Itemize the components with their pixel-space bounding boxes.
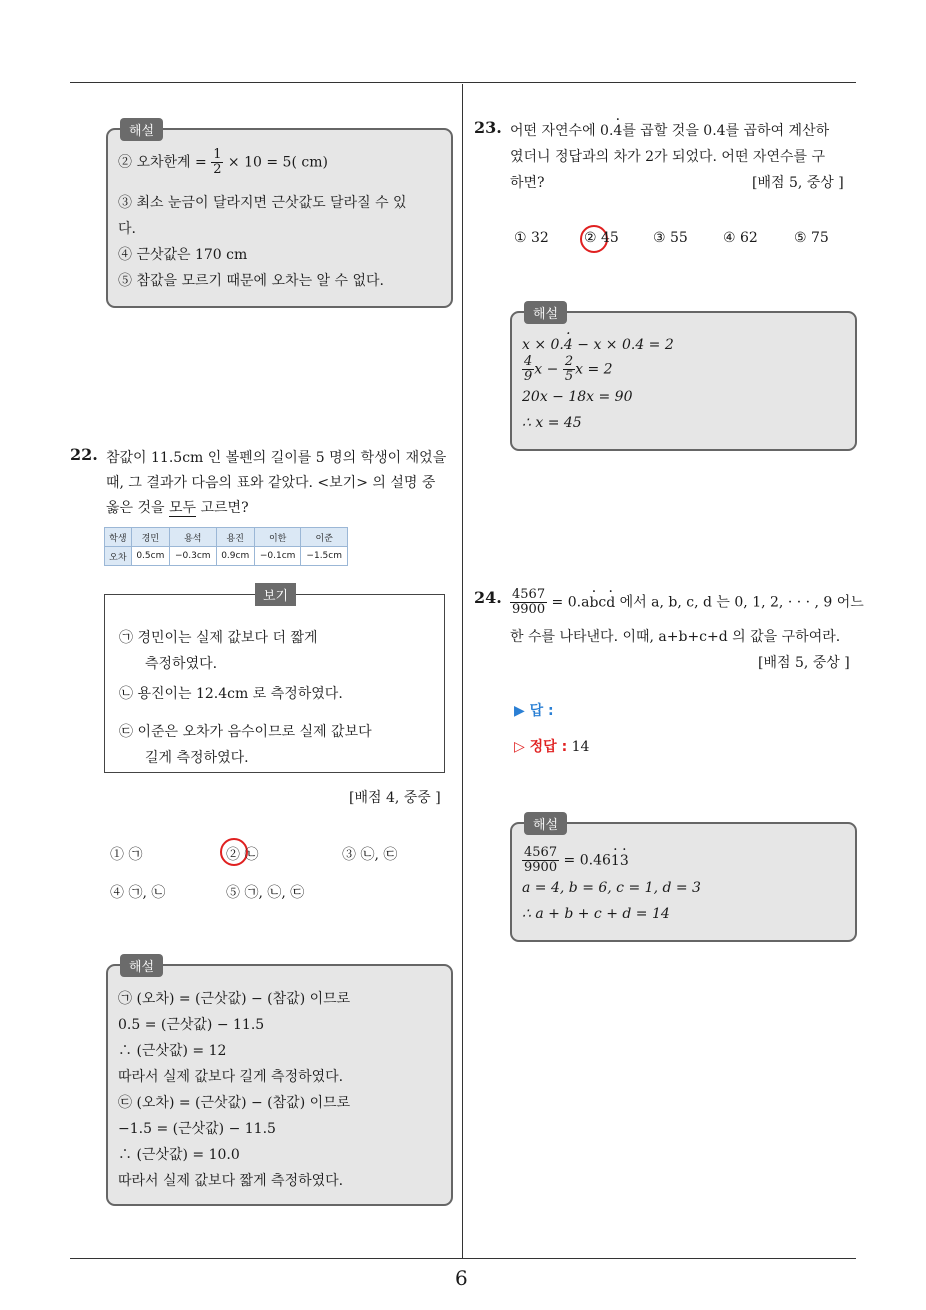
q24-solution-line-1: $\frac{4567}{9900}$ = 0.46· 1· 3 [522, 846, 629, 875]
q23-choice-3[interactable]: ③ 55 [653, 230, 688, 246]
bottom-rule [70, 1258, 856, 1259]
q23-solution-line-2: $\frac{4}{9}$ x − $\frac{2}{5}$ x = 2 [524, 354, 613, 384]
bogi-item-3b: 길게 측정하였다. [145, 750, 249, 766]
q22-score: [배점 4, 중중 ] [349, 790, 441, 806]
q22-error-table [104, 527, 348, 566]
bogi-tag: 보기 [255, 583, 296, 606]
q22-solution-line: ∴ (근삿값) = 12 [118, 1043, 227, 1059]
q24-text-2: 한 수를 나타낸다. 이때, a+b+c+d 의 값을 구하여라. [510, 629, 841, 645]
q22-choice-3[interactable]: ③ ㉡, ㉢ [342, 847, 398, 863]
emphasis-underline: 모두 [169, 500, 197, 516]
q23-solution-tag: 해설 [524, 301, 567, 324]
bogi-item-1b: 측정하였다. [145, 656, 218, 672]
q21-solution-line-4: ④ 근삿값은 170 cm [118, 247, 248, 263]
q21-solution-line-3b: 다. [118, 221, 136, 237]
q23-score: [배점 5, 중상 ] [752, 175, 844, 191]
table-row: 오차 0.5cm −0.3cm 0.9cm −0.1cm −1.5cm [105, 547, 348, 566]
q23-choice-4[interactable]: ④ 62 [723, 230, 758, 246]
page-number: 6 [455, 1266, 468, 1290]
q22-choice-2[interactable]: ② ㉡ [226, 847, 259, 863]
fraction: $\frac{4567}{9900}$ [524, 845, 558, 875]
q21-solution-tag: 해설 [120, 118, 163, 141]
bogi-item-2: ㉡ 용진이는 12.4cm 로 측정하였다. [119, 686, 343, 702]
q22-text-2: 때, 그 결과가 다음의 표와 같았다. <보기> 의 설명 중 [106, 475, 436, 491]
q24-answer-label: ▶ 답 : [514, 703, 554, 719]
q24-solution-line-2: a = 4, b = 6, c = 1, d = 3 [522, 880, 701, 896]
q23-text-1: 어떤 자연수에 0.· 4를 곱할 것을 0.4를 곱하여 계산하 [510, 120, 829, 140]
fraction: $\frac{2}{5}$ [564, 354, 574, 384]
q23-number: 23. [474, 118, 502, 137]
q22-solution-box [106, 960, 453, 1206]
q24-number: 24. [474, 588, 502, 607]
correct-value: 14 [567, 739, 590, 755]
q22-choice-5[interactable]: ⑤ ㉠, ㉡, ㉢ [226, 885, 305, 901]
q23-solution-line-1: x × 0.· 4 − x × 0.4 = 2 [522, 337, 674, 353]
q22-choice-1[interactable]: ① ㉠ [110, 847, 143, 863]
q23-choice-1[interactable]: ① 32 [514, 230, 549, 246]
correct-label: ▷ 정답 : [514, 739, 568, 755]
q24-score: [배점 5, 중상 ] [758, 655, 850, 671]
bogi-item-1: ㉠ 경민이는 실제 값보다 더 짧게 [119, 630, 318, 646]
q21-solution-line-3: ③ 최소 눈금이 달라지면 근삿값도 달라질 수 있 [118, 195, 407, 211]
q22-solution-line: 따라서 실제 값보다 짧게 측정하였다. [118, 1173, 344, 1189]
top-rule [70, 82, 856, 83]
q22-solution-tag: 해설 [120, 954, 163, 977]
q22-solution-line: 따라서 실제 값보다 길게 측정하였다. [118, 1069, 344, 1085]
q24-solution-box [510, 818, 857, 942]
q23-solution-line-4: ∴ x = 45 [522, 415, 582, 431]
q22-solution-line: −1.5 = (근삿값) − 11.5 [118, 1121, 276, 1137]
fraction: $\frac{1}{2}$ [213, 147, 222, 177]
q23-solution-box [510, 307, 857, 451]
table-header-row: 학생 경민 용석 용진 이한 이준 [105, 528, 348, 547]
bogi-item-3: ㉢ 이준은 오차가 음수이므로 실제 값보다 [119, 724, 372, 740]
q23-solution-line-3: 20x − 18x = 90 [522, 389, 633, 405]
q24-text-1: $\frac{4567}{9900}$ = 0.a· bc· d 에서 a, b, c, d 는 0, 1, 2, · · · , 9 어느 [510, 588, 864, 617]
q22-solution-line: ㉢ (오차) = (근삿값) − (참값) 이므로 [118, 1095, 351, 1111]
q21-solution-line-2: ② 오차한계 = $\frac{1}{2}$ × 10 = 5( cm) [118, 147, 328, 177]
q22-solution-line: ∴ (근삿값) = 10.0 [118, 1147, 240, 1163]
q23-text-3: 하면? [510, 175, 545, 191]
q24-correct-answer [514, 736, 589, 756]
q22-bogi-box [104, 589, 445, 773]
q22-solution-line: ㉠ (오차) = (근삿값) − (참값) 이므로 [118, 991, 351, 1007]
q22-number: 22. [70, 445, 98, 464]
q22-text-3: 옳은 것을 모두 고르면? [106, 500, 249, 516]
q24-solution-line-3: ∴ a + b + c + d = 14 [522, 906, 670, 922]
fraction: $\frac{4567}{9900}$ [512, 587, 546, 617]
q21-solution-box [106, 124, 453, 308]
q22-text-1: 참값이 11.5cm 인 볼펜의 길이를 5 명의 학생이 재었을 [106, 450, 447, 466]
column-divider [462, 84, 463, 1259]
q22-choice-4[interactable]: ④ ㉠, ㉡ [110, 885, 166, 901]
q23-choice-2[interactable]: ② 45 [584, 230, 619, 246]
q23-choice-5[interactable]: ⑤ 75 [794, 230, 829, 246]
fraction: $\frac{4}{9}$ [524, 354, 533, 384]
q24-solution-tag: 해설 [524, 812, 567, 835]
q21-solution-line-5: ⑤ 참값을 모르기 때문에 오차는 알 수 없다. [118, 273, 384, 289]
q22-solution-line: 0.5 = (근삿값) − 11.5 [118, 1017, 265, 1033]
q23-text-2: 였더니 정답과의 차가 2가 되었다. 어떤 자연수를 구 [510, 149, 825, 165]
